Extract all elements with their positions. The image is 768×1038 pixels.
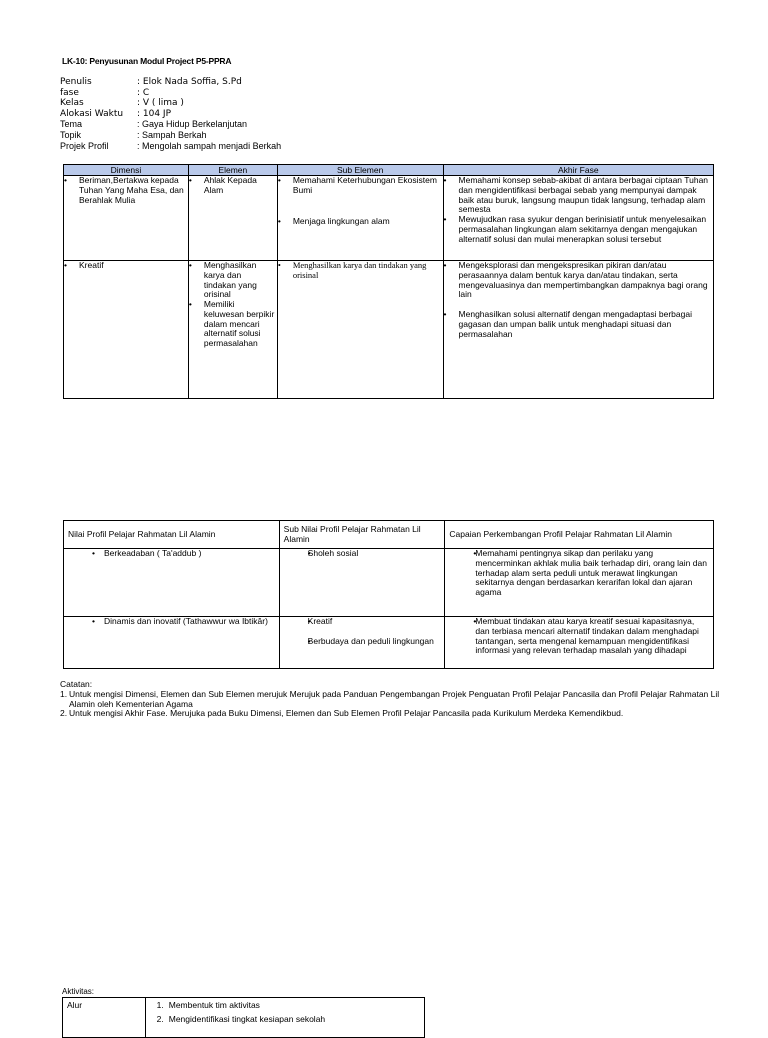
cell-alur: Alur [63, 998, 146, 1038]
cell-akhir-fase: • Memahami konsep sebab-akibat di antara berbagai ciptaan Tuhan dan mengidentifikasi berbagai sebab yang mempunyai dampak baik atau buruk, langsung maupun tidak langsung, terhadap alam semesta • Mewujudkan rasa syukur dengan berinisiatif untuk menyelesaikan permasalahan lingkungan alam sekitarnya dengan mengajukan alternatif solusi dan mulai menerapkan solusi tersebut [443, 176, 713, 261]
note-item: 1. Untuk mengisi Dimensi, Elemen dan Sub Elemen merujuk Merujuk pada Panduan Pengembangan Projek Penguatan Profil Pelajar Pancasila dan Profil Pelajar Rahmatan Lil Alamin oleh Kementerian Agama [60, 688, 720, 709]
header-capaian: Capaian Perkembangan Profil Pelajar Rahmatan Lil Alamin [445, 521, 714, 549]
header-akhir-fase: Akhir Fase [443, 165, 713, 176]
header-nilai: Nilai Profil Pelajar Rahmatan Lil Alamin [64, 521, 280, 549]
cell-dimensi: • Beriman,Bertakwa kepada Tuhan Yang Maha Esa, dan Berahlak Mulia [64, 176, 189, 261]
cell-dimensi: • Kreatif [64, 261, 189, 399]
info-row-kelas: Kelas : V ( lima ) [60, 98, 184, 109]
cell-nilai: • Dinamis dan inovatif (Tathawwur wa Ibtikâr) [64, 617, 280, 669]
table-row [64, 261, 714, 399]
info-row-fase: fase : C [60, 87, 150, 98]
step-item: 1. Membentuk tim aktivitas [156, 1000, 260, 1010]
table-header-row [64, 165, 714, 176]
info-row-topik: Topik : Sampah Berkah [60, 129, 207, 140]
cell-capaian: • Membuat tindakan atau karya kreatif sesuai kapasitasnya, dan terbiasa mencari alternatif tindakan dalam menghadapi tantangan, serta mengenal kemampuan mengidentifikasi informasi yang relevan terhadap masalah yang dihadapi [445, 617, 714, 669]
info-row-projek: Projek Profil : Mengolah sampah menjadi Berkah [60, 140, 282, 151]
header-sub-nilai: Sub Nilai Profil Pelajar Rahmatan Lil Alamin [279, 521, 445, 549]
aktivitas-label: Aktivitas: [62, 987, 95, 996]
step-item: 2. Mengidentifikasi tingkat kesiapan sekolah [156, 1014, 326, 1024]
notes-title: Catatan: [60, 679, 93, 689]
document-title: LK-10: Penyusunan Modul Project P5-PPRA [62, 56, 232, 66]
table-row [64, 176, 714, 261]
info-row-tema: Tema : Gaya Hidup Berkelanjutan [60, 119, 248, 130]
cell-sub-nilai: • Kreatif • Berbudaya dan peduli lingkungan [279, 617, 445, 669]
header-sub-elemen: Sub Elemen [277, 165, 443, 176]
header-elemen: Elemen [188, 165, 277, 176]
aktivitas-table [62, 997, 425, 1038]
header-dimensi: Dimensi [64, 165, 189, 176]
cell-sub-nilai: • Sholeh sosial [279, 549, 445, 617]
cell-nilai: • Berkeadaban ( Ta'addub ) [64, 549, 280, 617]
cell-elemen: • Ahlak Kepada Alam [188, 176, 277, 261]
info-row-penulis: Penulis : Elok Nada Soffia, S.Pd [60, 77, 242, 87]
table-row [64, 617, 714, 669]
cell-steps [145, 998, 424, 1038]
profil-rahmatan-table [63, 520, 714, 669]
info-block [60, 77, 281, 151]
cell-capaian: • Memahami pentingnya sikap dan perilaku yang mencerminkan akhlak mulia baik terhadap diri, orang lain dan terhadap alam serta peduli untuk merawat lingkungan sekitarnya dengan berdasarkan kerarifan lokal dan ajaran agama [445, 549, 714, 617]
note-item: 2. Untuk mengisi Akhir Fase. Merujuka pada Buku Dimensi, Elemen dan Sub Elemen Profil Pelajar Pancasila pada Kurikulum Merdeka Kemendikbud. [60, 708, 624, 719]
catatan-notes [60, 680, 720, 719]
cell-sub-elemen: • Memahami Keterhubungan Ekosistem Bumi • Menjaga lingkungan alam [277, 176, 443, 261]
info-row-alokasi: Alokasi Waktu : 104 JP [60, 108, 172, 119]
cell-akhir-fase: • Mengeksplorasi dan mengekspresikan pikiran dan/atau perasaannya dalam bentuk karya dan/atau tindakan, serta mengevaluasinya dan mempertimbangkan dampaknya bagi orang lain • Menghasilkan solusi alternatif dengan mengadaptasi berbagai gagasan dan umpan balik untuk menghadapi situasi dan permasalahan [443, 261, 713, 399]
cell-elemen: • Menghasilkan karya dan tindakan yang orisinal • Memiliki keluwesan berpikir dalam mencari alternatif solusi permasalahan [188, 261, 277, 399]
cell-sub-elemen: • Menghasilkan karya dan tindakan yang orisinal [277, 261, 443, 399]
table-header-row [64, 521, 714, 549]
table-row [63, 998, 425, 1038]
table-row [64, 549, 714, 617]
dimensi-table [63, 164, 714, 399]
